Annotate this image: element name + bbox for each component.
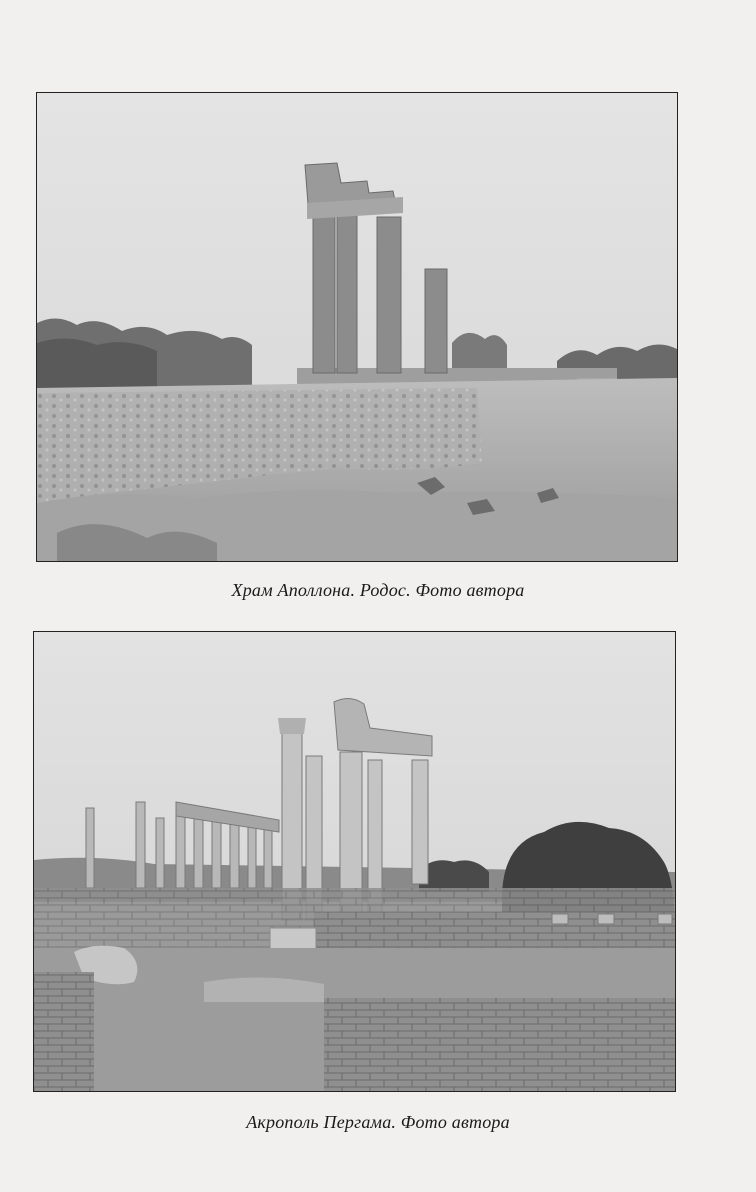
photo-acropolis-of-pergamon-image	[34, 632, 675, 1091]
photo-temple-of-apollo	[36, 92, 678, 562]
caption-temple-of-apollo: Храм Аполлона. Родос. Фото автора	[231, 580, 525, 600]
photo-acropolis-of-pergamon	[33, 631, 676, 1092]
caption-acropolis-of-pergamon: Акрополь Пергама. Фото автора	[246, 1112, 510, 1132]
photo-temple-of-apollo-image	[37, 93, 677, 561]
